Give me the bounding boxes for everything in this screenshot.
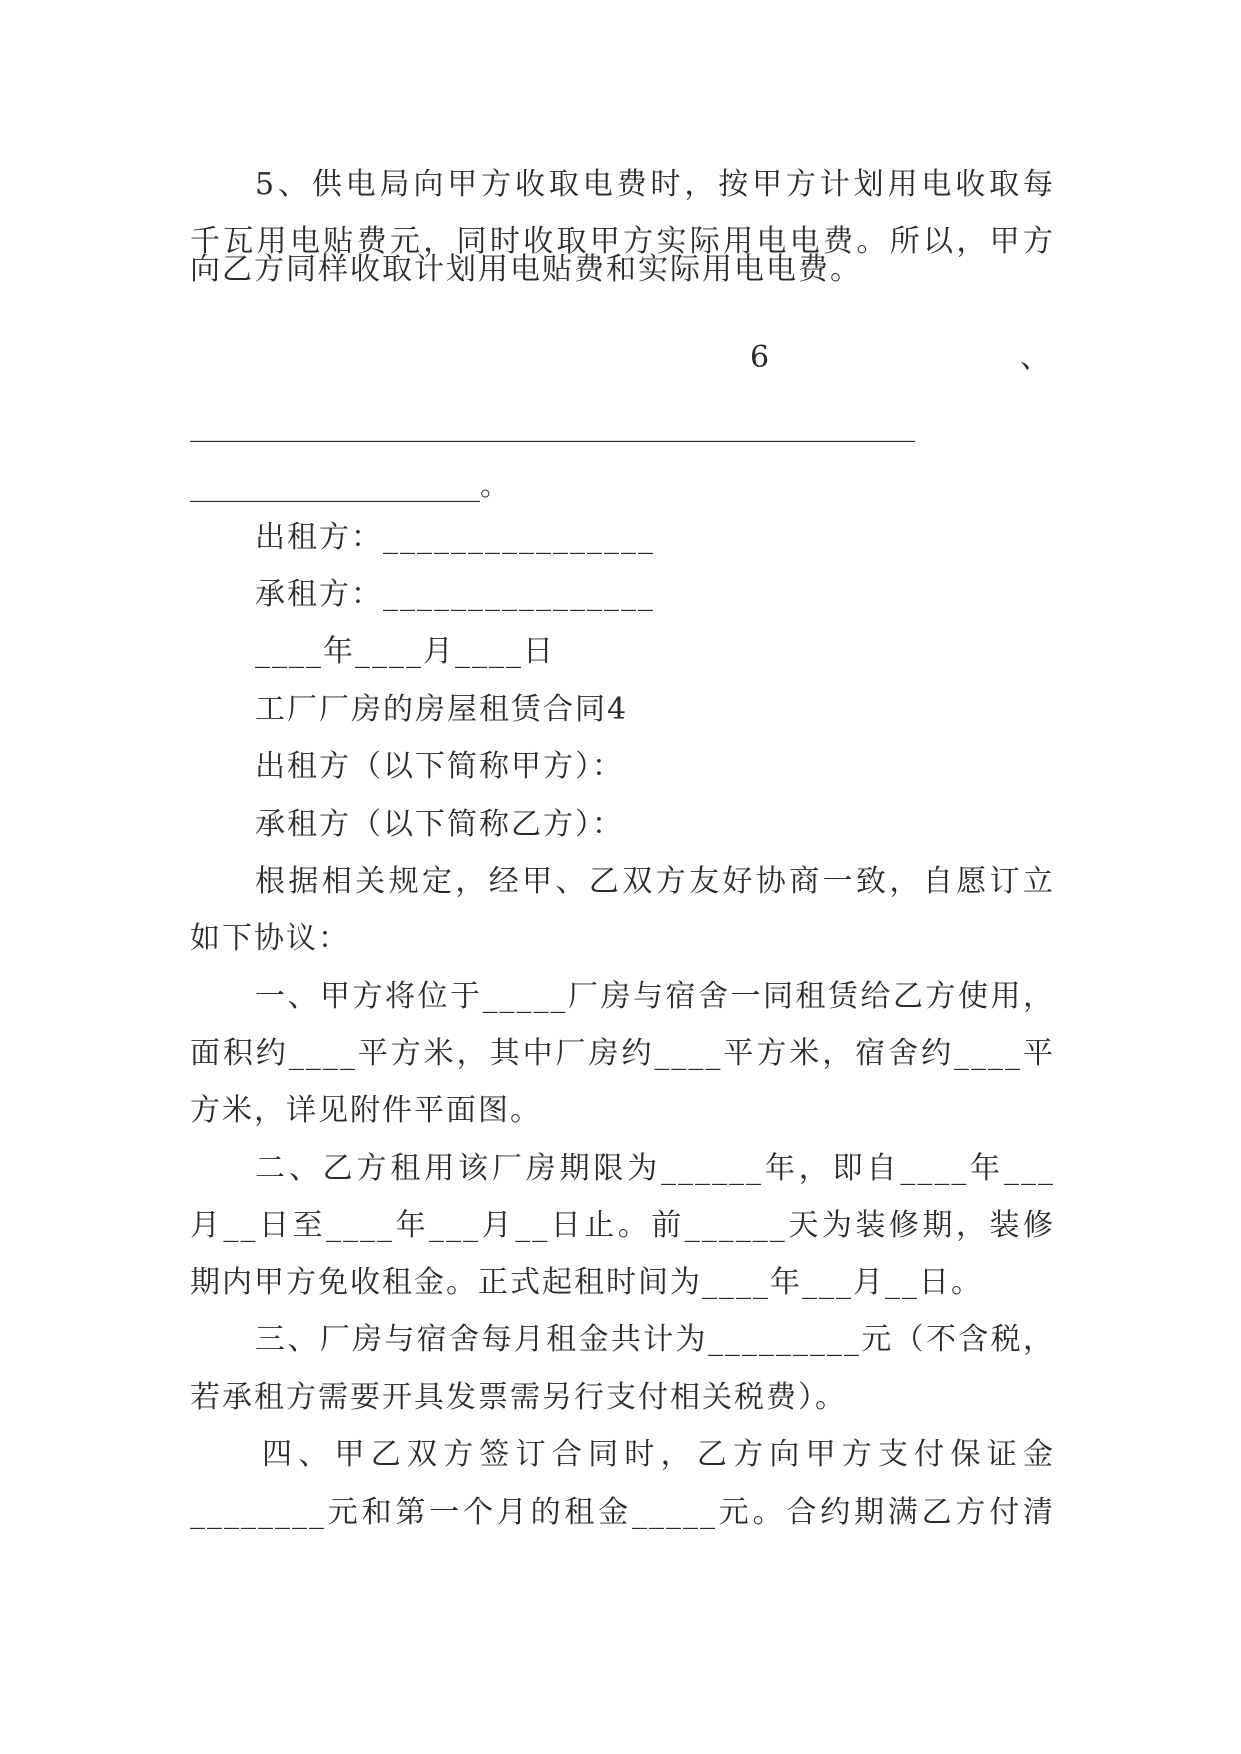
lessor-label: 出租方（以下简称甲方）：: [255, 749, 624, 784]
clause-line: ________元和第一个月的租金_____元。合约期满乙方付清: [190, 1495, 1055, 1530]
item-number: 6: [750, 340, 772, 375]
paragraph-line: 如下协议：: [190, 921, 350, 956]
clause-line: 期内甲方免收租金。正式起租时间为____年___月__日。: [190, 1265, 983, 1300]
paragraph-line: 5、供电局向甲方收取电费时，按甲方计划用电收取每: [255, 167, 1055, 202]
clause-line: 二、乙方租用该厂房期限为______年，即自____年___: [255, 1151, 1055, 1186]
paragraph-line: 根据相关规定，经甲、乙双方友好协商一致，自愿订立: [255, 864, 1055, 899]
clause-line: 月__日至____年___月__日止。前______天为装修期，装修: [190, 1208, 1055, 1243]
lessee-signature-line: 承租方：________________: [255, 577, 655, 612]
clause-line: 面积约____平方米，其中厂房约____平方米，宿舍约____平: [190, 1036, 1055, 1071]
clause-line: 方米，详见附件平面图。: [190, 1093, 542, 1128]
item-separator: 、: [1020, 340, 1052, 375]
paragraph-line: 千瓦用电贴费元，同时收取甲方实际用电电费。所以，甲方: [190, 224, 1055, 259]
paragraph-line: 向乙方同样收取计划用电贴费和实际用电电费。: [190, 252, 862, 287]
clause-line: 三、厂房与宿舍每月租金共计为_________元（不含税，: [255, 1322, 1055, 1357]
date-line: ____年____月____日: [255, 634, 555, 669]
section-title: 工厂厂房的房屋租赁合同4: [255, 692, 629, 727]
clause-line: 若承租方需要开具发票需另行支付相关税费）。: [190, 1380, 847, 1415]
lessor-signature-line: 出租方：________________: [255, 520, 655, 555]
blank-fill-line: __________________________________________________: [190, 408, 915, 442]
clause-line: 一、甲方将位于_____厂房与宿舍一同租赁给乙方使用，: [255, 979, 1055, 1014]
clause-line: 四、甲乙双方签订合同时，乙方向甲方支付保证金: [262, 1437, 1055, 1472]
lessee-label: 承租方（以下简称乙方）：: [255, 807, 624, 842]
blank-fill-line: ____________________。: [190, 468, 510, 502]
